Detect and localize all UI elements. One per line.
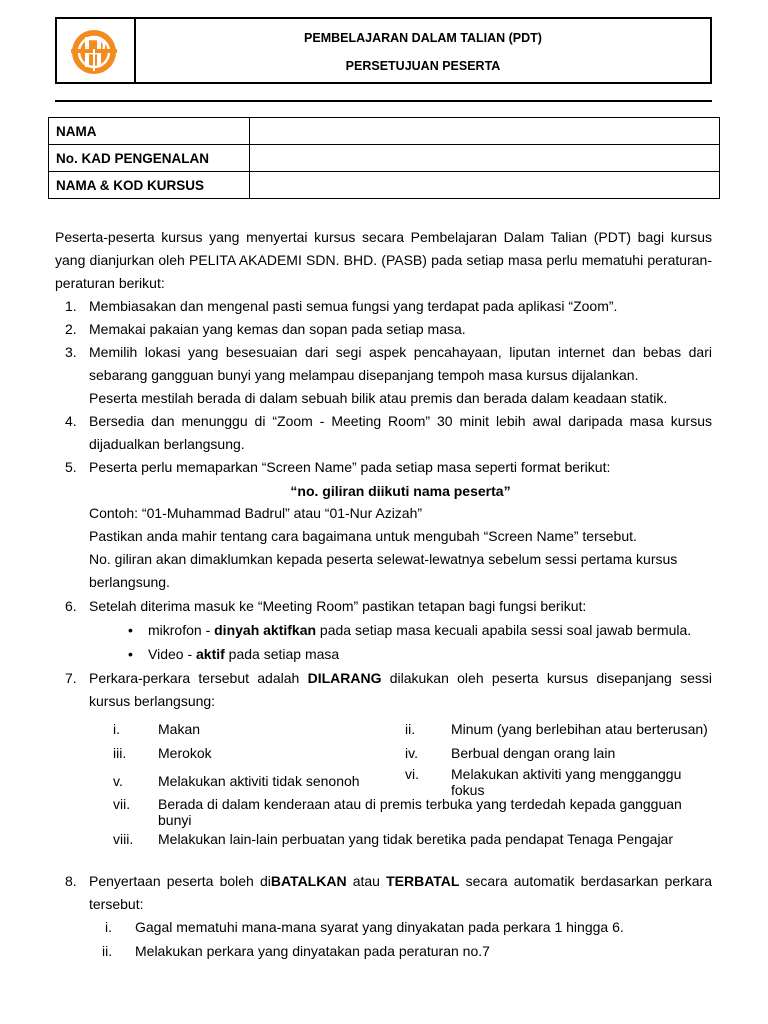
- bullet-icon: •: [128, 646, 133, 662]
- list-item-number: ii.: [405, 721, 416, 737]
- ic-number-field[interactable]: [250, 145, 720, 172]
- table-row: [49, 118, 720, 145]
- rule-number: 8.: [65, 873, 77, 889]
- rule-number: 1.: [65, 298, 77, 314]
- rule-3-note: Peserta mestilah berada di dalam sebuah bilik atau premis dan berada dalam keadaan statik.: [89, 390, 668, 406]
- list-item-number: vii.: [113, 796, 131, 812]
- table-row: [49, 145, 720, 172]
- rule-text: Memilih lokasi yang besesuaian dari segi aspek pencahayaan, liputan internet dan bebas dari sebarang gangguan bunyi yang melampau disepanjang tempoh masa kursus dijalankan.: [89, 344, 712, 383]
- list-item-number: viii.: [113, 831, 134, 847]
- list-item: Berbual dengan orang lain: [451, 745, 616, 761]
- list-item-number: iii.: [113, 745, 127, 761]
- list-item: Merokok: [158, 745, 212, 761]
- screen-name-example: Contoh: “01-Muhammad Badrul” atau “01-Nur Azizah”: [89, 505, 423, 521]
- pelita-logo-icon: [71, 29, 117, 75]
- rule-number: 4.: [65, 413, 77, 429]
- name-label: NAMA: [49, 118, 250, 145]
- participant-info-table: [48, 117, 720, 199]
- list-item: Melakukan perkara yang dinyatakan pada peraturan no.7: [135, 943, 490, 959]
- name-field[interactable]: [250, 118, 720, 145]
- rule-5-note-2: No. giliran akan dimaklumkan kepada peserta selewat-lewatnya sebelum sessi pertama kursus berlangsung.: [89, 551, 678, 590]
- rule-number: 3.: [65, 344, 77, 360]
- rule-text: Perkara-perkara tersebut adalah DILARANG dilakukan oleh peserta kursus disepanjang sessi kursus berlangsung:: [89, 670, 713, 709]
- rule-number: 5.: [65, 459, 77, 475]
- list-item: Melakukan aktiviti tidak senonoh: [158, 773, 360, 789]
- intro-paragraph: Peserta-peserta kursus yang menyertai kursus secara Pembelajaran Dalam Talian (PDT) bagi kursus yang dianjurkan oleh PELITA AKADEMI SDN. BHD. (PASB) pada setiap masa perlu mematuhi peraturan- peraturan berikut:: [55, 229, 712, 291]
- rule-number: 6.: [65, 598, 77, 614]
- list-item-number: vi.: [405, 766, 419, 782]
- course-field[interactable]: [250, 172, 720, 199]
- list-item-number: ii.: [102, 943, 113, 959]
- rule-number: 7.: [65, 670, 77, 686]
- rule-text: Membiasakan dan mengenal pasti semua fungsi yang terdapat pada aplikasi “Zoom”.: [89, 298, 618, 314]
- rule-text: Peserta perlu memaparkan “Screen Name” pada setiap masa seperti format berikut:: [89, 459, 611, 475]
- screen-name-format: “no. giliran diikuti nama peserta”: [290, 483, 511, 499]
- list-item-number: i.: [105, 919, 112, 935]
- list-item: Melakukan aktiviti yang mengganggu fokus: [451, 766, 682, 798]
- header-divider: [55, 100, 712, 102]
- list-item-number: v.: [113, 773, 123, 789]
- logo-cell: [57, 19, 136, 82]
- rule-5-note-1: Pastikan anda mahir tentang cara bagaimana untuk mengubah “Screen Name” tersebut.: [89, 528, 637, 544]
- list-item-number: iv.: [405, 745, 418, 761]
- header-title: PEMBELAJARAN DALAM TALIAN (PDT): [304, 31, 542, 45]
- list-item-number: i.: [113, 721, 120, 737]
- rule-text: Memakai pakaian yang kemas dan sopan pada setiap masa.: [89, 321, 466, 337]
- list-item: Melakukan lain-lain perbuatan yang tidak beretika pada pendapat Tenaga Pengajar: [158, 831, 674, 847]
- list-item: Berada di dalam kenderaan atau di premis terbuka yang terdedah kepada gangguan bunyi: [158, 796, 682, 828]
- header-subtitle: PERSETUJUAN PESERTA: [345, 59, 501, 73]
- list-item: Gagal mematuhi mana-mana syarat yang dinyakatan pada perkara 1 hingga 6.: [135, 919, 624, 935]
- rule-number: 2.: [65, 321, 77, 337]
- rule-text: Bersedia dan menunggu di “Zoom - Meeting Room” 30 minit lebih awal daripada masa kursus dijadualkan berlangsung.: [89, 413, 712, 452]
- document-header: [55, 17, 712, 84]
- rule-text: Penyertaan peserta boleh diBATALKAN atau TERBATAL secara automatik berdasarkan perkara tersebut:: [89, 873, 713, 912]
- ic-number-label: No. KAD PENGENALAN: [49, 145, 250, 172]
- course-label: NAMA & KOD KURSUS: [49, 172, 250, 199]
- rule-text: Setelah diterima masuk ke “Meeting Room” pastikan tetapan bagi fungsi berikut:: [89, 598, 587, 614]
- list-item: Minum (yang berlebihan atau berterusan): [451, 721, 708, 737]
- table-row: [49, 172, 720, 199]
- list-item: Makan: [158, 721, 201, 737]
- bullet-icon: •: [128, 622, 133, 638]
